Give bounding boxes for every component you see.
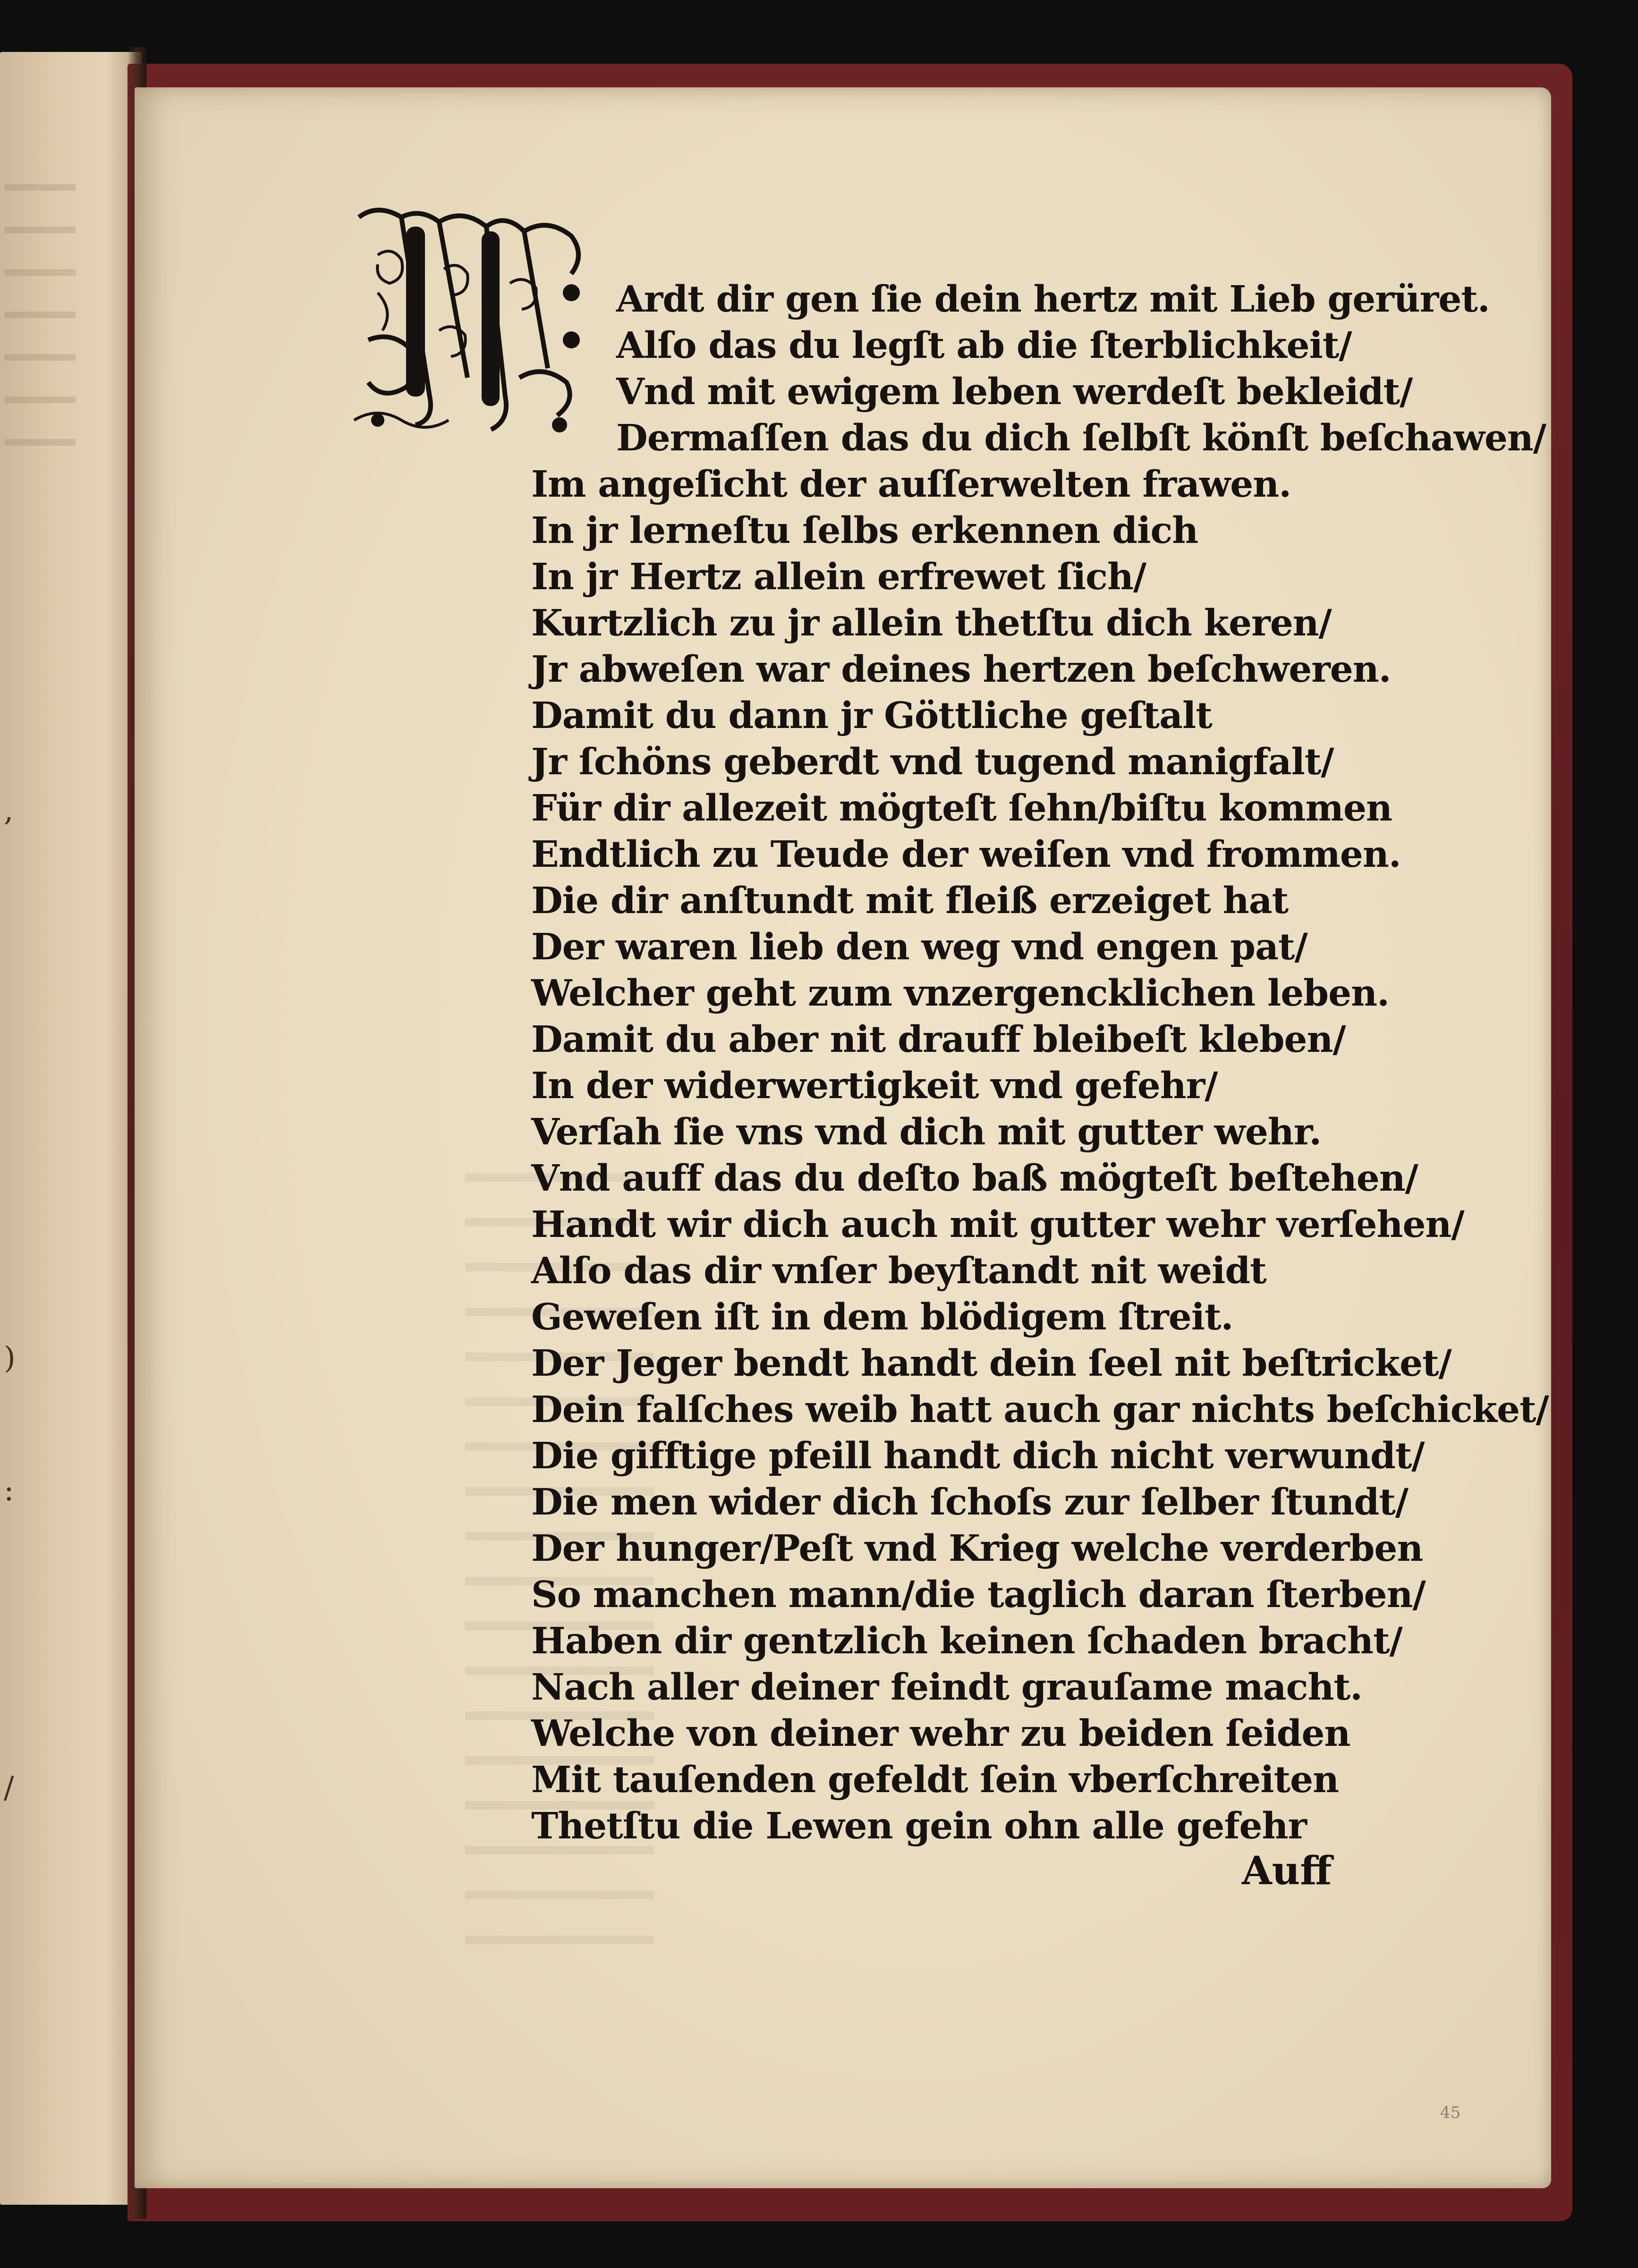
decorated-initial-w-icon: [349, 198, 604, 444]
verse-line: Handt wir dich auch mit gutter wehr verſehen/: [531, 1203, 1464, 1246]
verse-line: Der Jeger bendt handt dein ſeel nit beſtricket/: [531, 1342, 1451, 1385]
verse-line: Der waren lieb den weg vnd engen pat/: [531, 926, 1307, 968]
verse-line: Endtlich zu Teude der weiſen vnd frommen.: [531, 833, 1401, 876]
verse-line: Thetſtu die Lewen gein ohn alle gefehr: [531, 1805, 1307, 1847]
left-page-fragment: ,: [4, 793, 14, 828]
left-page-fragment: ): [4, 1341, 16, 1376]
verse-line: Ardt dir gen ſie dein hertz mit Lieb gerüret.: [616, 278, 1490, 321]
verse-line: Der hunger/Peſt vnd Krieg welche verderben: [531, 1527, 1423, 1570]
left-page-fragment: :: [4, 1473, 14, 1508]
left-page-fragment: /: [4, 1770, 14, 1805]
verse-line: Jr ſchöns geberdt vnd tugend manigfalt/: [531, 741, 1334, 783]
left-page-bleed-through: [5, 184, 76, 467]
verse-line: Vnd mit ewigem leben werdeſt bekleidt/: [616, 371, 1413, 413]
verse-line: In jr Hertz allein erfrewet ſich/: [531, 556, 1146, 598]
verse-line: Dermaſſen das du dich ſelbſt könſt beſchawen/: [616, 417, 1546, 459]
verse-line: Für dir allezeit mögteſt ſehn/biſtu kommen: [531, 787, 1392, 829]
verse-line: Kurtzlich zu jr allein thetſtu dich keren/: [531, 602, 1332, 644]
left-facing-page: [0, 52, 142, 2205]
verse-line: Damit du aber nit drauff bleibeſt kleben/: [531, 1018, 1346, 1061]
verse-line: So manchen mann/die taglich daran ſterben/: [531, 1574, 1426, 1616]
verse-line: Im angeſicht der auſſerwelten frawen.: [531, 463, 1291, 506]
catchword: Auff: [1242, 1848, 1332, 1894]
verse-line: Welche von deiner wehr zu beiden ſeiden: [531, 1712, 1350, 1755]
verse-line: Dein falſches weib hatt auch gar nichts beſchicket/: [531, 1388, 1549, 1431]
verse-line: Haben dir gentzlich keinen ſchaden bracht/: [531, 1620, 1402, 1662]
verse-line: In jr lerneſtu ſelbs erkennen dich: [531, 509, 1198, 552]
verse-line: Die gifftige pfeill handt dich nicht verwundt/: [531, 1435, 1425, 1477]
verse-line: Die dir anſtundt mit fleiß erzeiget hat: [531, 880, 1289, 922]
page-number: 45: [1440, 2103, 1461, 2122]
verse-line: Jr abweſen war deines hertzen beſchweren.: [531, 648, 1391, 691]
verse-line: Welcher geht zum vnzergencklichen leben.: [531, 972, 1389, 1015]
verse-line: Verſah ſie vns vnd dich mit gutter wehr.: [531, 1111, 1322, 1153]
verse-line: Geweſen iſt in dem blödigem ſtreit.: [531, 1296, 1233, 1338]
decorated-initial: [349, 198, 604, 444]
verse-line: Nach aller deiner feindt grauſame macht.: [531, 1666, 1362, 1709]
verse-line: Mit tauſenden gefeldt ſein vberſchreiten: [531, 1759, 1339, 1801]
verse-line: Damit du dann jr Göttliche geſtalt: [531, 694, 1212, 737]
verse-line: Vnd auff das du deſto baß mögteſt beſtehen/: [531, 1157, 1418, 1200]
verse-line: Die men wider dich ſchoſs zur ſelber ſtundt/: [531, 1481, 1409, 1523]
verse-line: In der widerwertigkeit vnd gefehr/: [531, 1065, 1218, 1107]
verse-line: Alſo das du legſt ab die ſterblichkeit/: [616, 324, 1352, 367]
verse-line: Alſo das dir vnſer beyſtandt nit weidt: [531, 1250, 1266, 1292]
